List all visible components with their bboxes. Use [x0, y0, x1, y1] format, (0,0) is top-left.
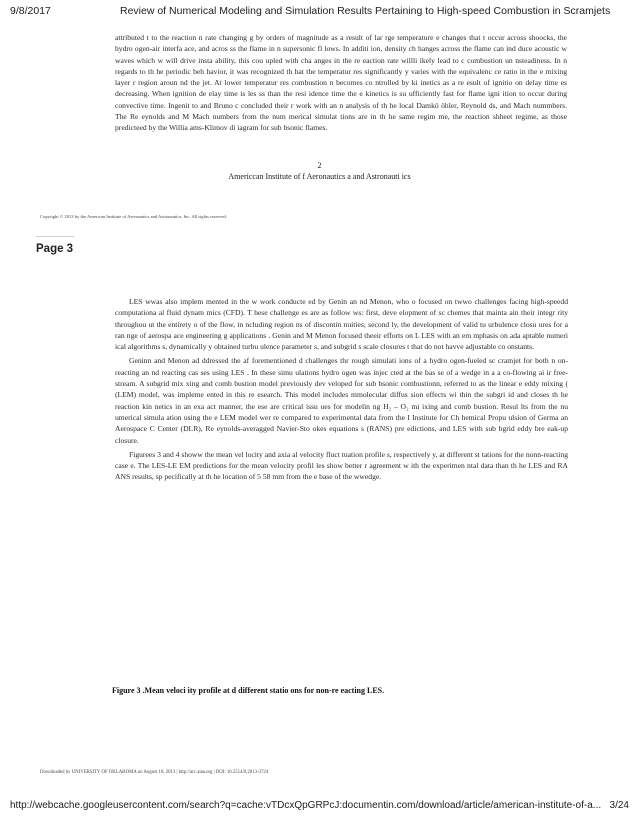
page3-body	[115, 296, 568, 486]
page-divider	[36, 236, 74, 237]
browser-print-footer	[10, 800, 629, 814]
body-paragraph: LES wwas also implem mented in the w work conducte ed by Genin an nd Menon, who o focused on twwo challenges facing high-speedd computationa al fluid dynam mics (CFD). T hese challenge es are as follow ws: first, deve elopment of sc chemes that mainta ain their integr rity throughou ut the entirety o of the flow, in ncluding region ns of discontin nuities; second ly, the development of valid tu urbulence closu ures for a ran nge of aerospa ace engineering g applications . Genin and M Menon focused theeir efforts on L LES with an em mphasis on ada aptable numeri ical algorithms s, dynamically y obtained turbu ulence parameter s, and subgrid s scale closures t that do not havve adjustable co onstants.	[115, 297, 568, 352]
page-label: Page 3	[36, 243, 74, 255]
body-paragraph: Figurees 3 and 4 showw the mean vel locity and axia al velocity fluct tuation profile s, respectively y, at different st tations for the nonn-reacting case e. The LES-LE EM predictions for the mean velocity profil les show better r agreement w ith the experimen ntal data than th he LES and RA ANS results, sp pecifically at th he location of 5 58 mm from the e base of the wwedge.	[115, 449, 568, 482]
page2-paragraph: attributed t to the reaction n rate changing g by orders of magnitude as a result of lar rge temperature e changes that t occur across shoocks, the hydro ogen-air interfa ace, and acros ss the flame in n supersonic fl lows. In additi ion, density ch hanges across the flame can ind duce acoustic w waves which w will drive insta ability, this cou upled with cha anges in the re eaction rate willli ikely lead to c combustion un nsteadiness. In n regards to th he periodic beh havior, it was recognized th hat the temperatur res significantly y varies with the equivalenc ce ratio in the e mixing layer r region aroun nd the jet. At lower temperatur res combustion n becomes co ntrolled by ki inetics as a re esult of ignitio on delay time es decreasing. When ignition de elay time is les ss than the resi idence time the e kinetics is su ufficiently fast for flame igni ition to occur during convective time. Ingenit to and Bruno c concluded their r work with an n analysis of th he local Damkö öhler, Reynold ds, and Mach nummbers. The Re eynolds and M Mach numbers from the num merical simulat tions are in th he same regim me, the reaction shheet regime, as those predicteed by the Willia ams-Klimov di iagram for sub bsonic flames.	[115, 33, 567, 133]
figure-caption: Figure 3 .Mean veloci ity profile at d different statio ons for non-re eacting LES.	[112, 686, 385, 695]
body-paragraph: Geninn and Menon ad ddressed the af forementioned d challenges thr rough simulati ions of a hydro ogen-fueled sc cramjet for both n on-reacting an nd reacting cas ses using LES . In these simu ulations hydro ogen was injec cted at the bas se of a wedge in a a co-flowing ai ir free-stream. A subgrid mix xing and comb bustion model previously dev veloped for sub bsonic combustionn, referred to as the linear e eddy mixing ( (LEM) model, was impleme ented in this re esearch. This model includes mmolecular diffus sion effects wi thin the subgri id and closes th he reaction kin netics in an exa act manner, the ese are critical issu ues for modelin ng H₂ – O₂ mi ixing and comb bustion. Resul lts from the nu umerical simula ation using the e LEM model wer re compared to experimental data from the I Institute for Ch hemical Propu ulsion of Germa an Aerospace C Center (DLR), Re eynolds-averagged Navier-Sto okes equations s (RANS) pre edictions, and LES with sub bgrid eddy bre eak-up closure.	[115, 356, 568, 445]
document-title: Review of Numerical Modeling and Simulation Results Pertaining to High-speed Combustion in Scramjets	[120, 5, 611, 17]
institute-footer: Americcan Institute of f Aeronautics a and Astronauti ics	[228, 172, 411, 181]
print-date: 9/8/2017	[10, 5, 51, 17]
download-note: Downloaded by UNIVERSITY OF OKLAHOMA on August 18, 2013 | http://arc.aiaa.org | DOI: 10.2514/6.2013-3724	[40, 770, 269, 775]
copyright-notice: Copyright © 2013 by the American Institute of Aeronautics and Astronautics, Inc. All rights reserved.	[40, 214, 227, 219]
page-number: 2	[317, 161, 322, 170]
page-url[interactable]: http://webcache.googleusercontent.com/search?q=cache:vTDcxQpGRPcJ:documentin.com/download/article/american-institute-of-a...	[10, 800, 602, 811]
print-page-count: 3/24	[609, 800, 629, 811]
browser-print-header	[10, 5, 629, 21]
